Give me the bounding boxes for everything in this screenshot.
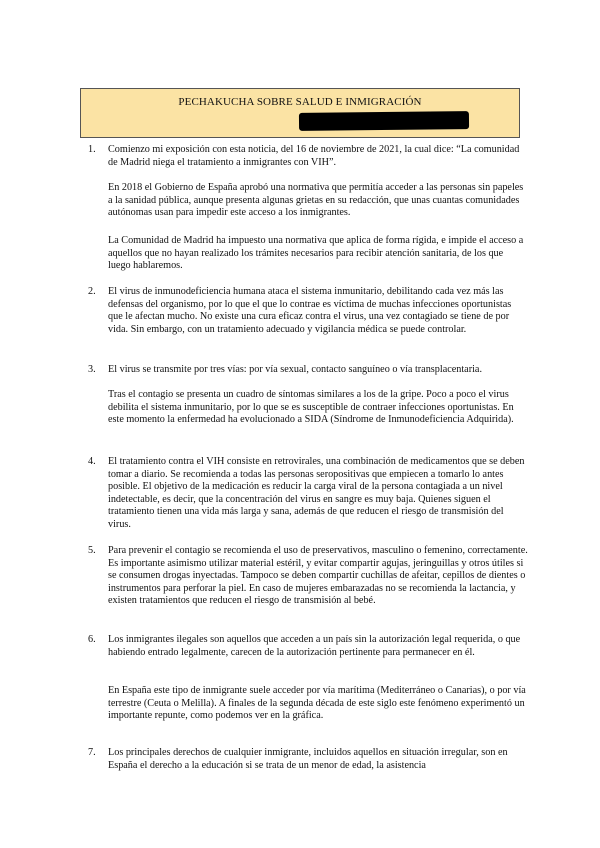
paragraph: Para prevenir el contagio se recomienda el uso de preservativos, masculino o femenino, correctamente. Es importante asimismo utilizar material estéril, y evitar compartir agujas, jeringuillas y otros útiles si se consumen drogas inyectadas. Tampoco se deben compartir cuchillas de afeitar, cepillos de dientes o instrumentos para perforar la piel. En caso de mujeres embarazadas no se recomienda la lactancia, y existen tratamientos que reducen el riesgo de transmisión al bebé. (108, 545, 528, 606)
paragraph: Tras el contagio se presenta un cuadro de síntomas similares a los de la gripe. Poco a poco el virus debilita el sistema inmunitario, por lo que se es susceptible de contraer infecciones oportunistas. En este momento la enfermedad ha evolucionado a SIDA (Síndrome de Inmunodeficiencia Adquirida). (108, 389, 514, 425)
paragraph: La Comunidad de Madrid ha impuesto una normativa que aplica de forma rígida, e impide el acceso a aquellos que no hayan realizado los trámites necesarios para recibir atención sanitaria, de los que luego hablaremos. (108, 235, 524, 271)
item-number: 2. (88, 286, 96, 297)
title-box (80, 88, 520, 138)
item-number: 7. (88, 747, 96, 758)
paragraph: En España este tipo de inmigrante suele acceder por vía marítima (Mediterráneo o Canarias), o por vía terrestre (Ceuta o Melilla). A finales de la segunda década de este siglo este fenómeno experimentó un importante repunte, como podemos ver en la gráfica. (108, 685, 526, 721)
paragraph: Comienzo mi exposición con esta noticia, del 16 de noviembre de 2021, la cual dice: “La comunidad de Madrid niega el tratamiento a inmigrantes con VIH”. (108, 144, 520, 168)
item-number: 1. (88, 144, 96, 155)
paragraph: El virus se transmite por tres vías: por vía sexual, contacto sanguíneo o vía transplacentaria. (108, 364, 482, 375)
paragraph: Los inmigrantes ilegales son aquellos que acceden a un país sin la autorización legal requerida, o que habiendo entrado legalmente, carecen de la autorización pertinente para permanecer en él. (108, 634, 521, 658)
item-number: 6. (88, 634, 96, 645)
paragraph: En 2018 el Gobierno de España aprobó una normativa que permitía acceder a las personas sin papeles a la sanidad pública, aunque presenta algunas grietas en su redacción, que unas cuantas comunidades autónomas usan para impedir este acceso a los inmigrantes. (108, 182, 524, 218)
item-number: 3. (88, 364, 96, 375)
paragraph: El virus de inmunodeficiencia humana ataca el sistema inmunitario, debilitando cada vez más las defensas del organismo, por lo que el que lo contrae es víctima de muchas infecciones oportunistas que le afectan mucho. No existe una cura eficaz contra el virus, una vez contagiado se tiene de por vida. Sin embargo, con un tratamiento adecuado y vigilancia médica se puede controlar. (108, 286, 512, 335)
paragraph: El tratamiento contra el VIH consiste en retrovirales, una combinación de medicamentos que se deben tomar a diario. Se recomienda a todas las personas seropositivas que empiecen a tomarlo lo antes posible. El objetivo de la medicación es reducir la carga viral de la persona contagiada a un nivel indetectable, es decir, que la concentración del virus en sangre es muy baja. Quienes siguen el tratamiento tienen una vida más larga y sana, además de que reducen el riesgo de transmisión del virus. (108, 456, 525, 530)
document-title: PECHAKUCHA SOBRE SALUD E INMIGRACIÓN (178, 96, 422, 108)
redacted-author-bar (299, 111, 469, 131)
paragraph: Los principales derechos de cualquier inmigrante, incluidos aquellos en situación irregular, son en España el derecho a la educación si se trata de un menor de edad, la asistencia (108, 747, 508, 771)
item-number: 4. (88, 456, 96, 467)
item-number: 5. (88, 545, 96, 556)
